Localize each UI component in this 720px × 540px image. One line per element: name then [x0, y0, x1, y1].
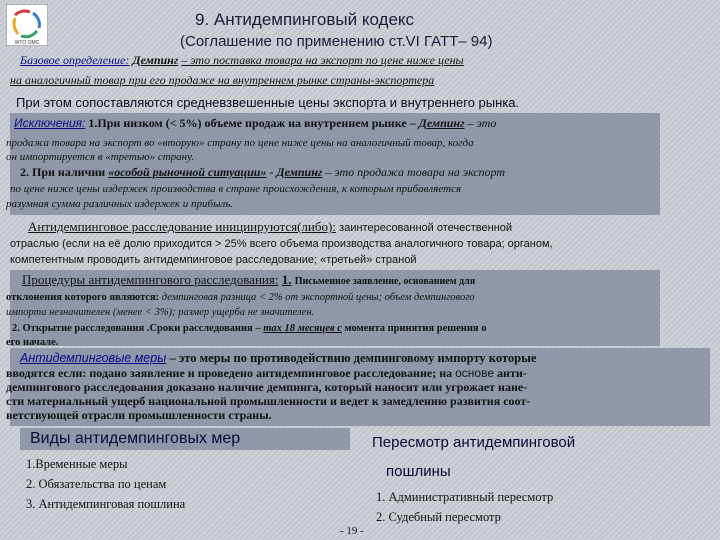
initiation-line-1: [28, 220, 512, 235]
measures-text-1: – это меры по противодействию демпинговому импорту которые: [169, 351, 537, 365]
exceptions-item2-b: – это продажа товара на экспорт: [325, 165, 506, 179]
initiation-text-2: отраслью (если на её долю приходится > 25% всего объема производства аналогичного товара; органом,: [10, 238, 553, 250]
definition-line-1: [20, 54, 464, 67]
review-list: [376, 487, 553, 527]
initiation-text-1: заинтересованной отечественной: [339, 222, 513, 234]
review-heading-2: пошлины: [386, 463, 451, 480]
measures-line-1: [20, 352, 536, 365]
exceptions-item1-b: – это: [467, 116, 497, 130]
procedures-item1-b: Письменное заявление, основанием для: [294, 276, 476, 287]
procedures-line-4: [12, 322, 486, 335]
definition-term: Демпинг: [132, 53, 179, 67]
measures-line-2: [6, 367, 527, 380]
procedures-item2-a: 2. Открытие расследования .Сроки расследования –: [12, 323, 261, 334]
initiation-text-3: компетентным проводить антидемпинговое расследование; «третьей» страной: [10, 254, 417, 266]
exceptions-item2-line2: по цене ниже цены издержек производства в стране происхождения, к которым прибавляется: [10, 183, 461, 195]
measures-text-2a: вводятся если: подано заявление и проведено антидемпинговое расследование; на: [6, 366, 453, 380]
exceptions-item1-line3: он импортируется в «третью» страну.: [6, 151, 195, 163]
review-item: 1. Административный пересмотр: [376, 490, 554, 504]
measures-text-5: ветствующей отрасли промышленности страны.: [6, 408, 272, 422]
exceptions-item1-line2: продажа товара на экспорт во «вторую» страну по цене ниже цены на аналогичный товар, когда: [6, 137, 474, 149]
procedures-line-2: [6, 291, 475, 304]
types-list: [26, 454, 185, 514]
exceptions-item1-term: Демпинг: [418, 116, 465, 130]
review-heading-1: Пересмотр антидемпинговой: [372, 434, 576, 451]
exceptions-item2-line3: разумная сумма различных издержек и прибыль.: [6, 198, 234, 210]
exceptions-label: Исключения:: [14, 116, 86, 130]
exceptions-item2-dash: -: [269, 165, 274, 179]
definition-label: Базовое определение:: [20, 53, 130, 67]
procedures-item2-b: момента принятия решения о: [344, 323, 487, 334]
types-item: 3. Антидемпинговая пошлина: [26, 497, 186, 511]
types-item: 2. Обязательства по ценам: [26, 477, 167, 491]
procedures-heading: Процедуры антидемпингового расследования:: [22, 272, 279, 287]
procedures-item2-term: max 18 месяцев с: [263, 323, 342, 334]
exceptions-item2-term: Демпинг: [276, 165, 323, 179]
definition-text-1: – это поставка товара на экспорт по цене ниже цены: [181, 53, 464, 67]
procedures-item1-a: 1.: [281, 272, 292, 287]
measures-text-2c: анти-: [497, 366, 527, 380]
exceptions-item1-a: 1.При низком (< 5%) объеме продаж на внутреннем рынке –: [88, 116, 416, 130]
definition-text-2: на аналогичный товар при его продаже на внутреннем рынке страны-экспортера: [10, 73, 435, 87]
svg-text:WTO OMC: WTO OMC: [14, 40, 40, 46]
page-title: 9. Антидемпинговый кодекс: [195, 10, 415, 29]
measures-text-3: демпингового расследования доказано наличие демпинга, который наносит или угрожает нане-: [6, 380, 528, 394]
procedures-item2-line2: его начале.: [6, 337, 59, 348]
review-item: 2. Судебный пересмотр: [376, 510, 501, 524]
procedures-item1-line2-a: отклонения которого являются:: [6, 292, 160, 303]
definition-text-3: При этом сопоставляются средневзвешенные цены экспорта и внутреннего рынка.: [16, 95, 520, 110]
exceptions-line-1: [14, 117, 496, 130]
initiation-heading: Антидемпинговое расследование инициируются(либо):: [28, 219, 336, 234]
procedures-line-1: [22, 273, 475, 288]
measures-text-4: сти материальный ущерб национальной промышленности и ведет к замедлению развития соот-: [6, 394, 531, 408]
types-item: 1.Временные меры: [26, 457, 128, 471]
page-number: - 19 -: [340, 525, 364, 537]
procedures-item1-line2-b: демпинговая разница < 2% от экспортной цены; объем демпингового: [161, 292, 475, 303]
wto-logo: [6, 4, 48, 46]
types-heading: Виды антидемпинговых мер: [30, 430, 241, 447]
procedures-item1-line3: импорта незначителен (менее < 3%); размер ущерба не значителен.: [6, 307, 315, 318]
measures-heading: Антидемпинговые меры: [20, 351, 167, 365]
exceptions-line-2: [20, 166, 505, 179]
exceptions-item2-special: «особой рыночной ситуации»: [108, 165, 267, 179]
measures-text-2b: основе: [455, 366, 495, 380]
page-subtitle: (Соглашение по применению ст.VI ГАТТ– 94): [180, 33, 493, 50]
exceptions-item2-a: 2. При наличии: [20, 165, 106, 179]
